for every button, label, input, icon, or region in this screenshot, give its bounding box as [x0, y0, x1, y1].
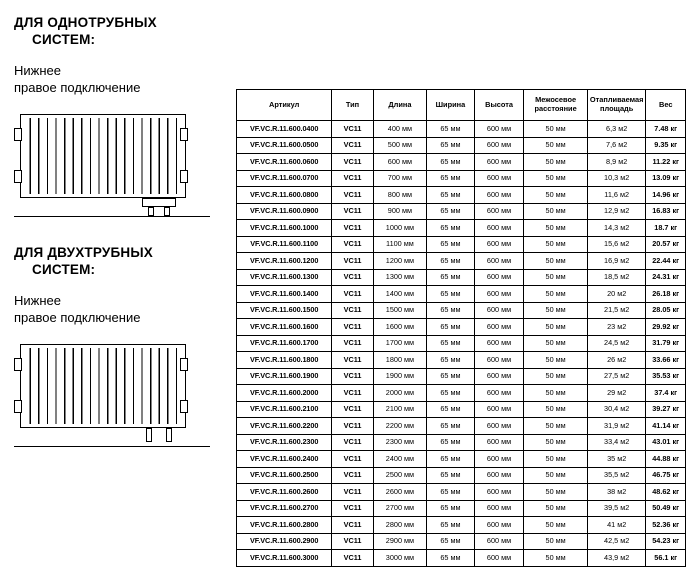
cell-length: 600 мм — [373, 154, 426, 171]
cell-weight: 54.23 кг — [646, 533, 686, 550]
cell-heated-area: 33,4 м2 — [587, 434, 646, 451]
floor-line — [14, 446, 210, 447]
cell-heated-area: 29 м2 — [587, 385, 646, 402]
one-pipe-radiator-diagram — [14, 108, 210, 228]
cell-weight: 37.4 кг — [646, 385, 686, 402]
table-row — [237, 220, 686, 237]
radiator-bracket-right-bottom — [180, 170, 188, 183]
cell-width: 65 мм — [427, 434, 475, 451]
cell-center-distance: 50 мм — [524, 121, 588, 138]
cell-weight: 26.18 кг — [646, 286, 686, 303]
cell-center-distance: 50 мм — [524, 434, 588, 451]
cell-weight: 24.31 кг — [646, 269, 686, 286]
cell-height: 600 мм — [474, 368, 524, 385]
cell-article: VF.VC.R.11.600.2100 — [237, 401, 332, 418]
cell-length: 2700 мм — [373, 500, 426, 517]
cell-weight: 43.01 кг — [646, 434, 686, 451]
cell-length: 1100 мм — [373, 236, 426, 253]
cell-width: 65 мм — [427, 236, 475, 253]
cell-weight: 35.53 кг — [646, 368, 686, 385]
cell-width: 65 мм — [427, 401, 475, 418]
table-row — [237, 418, 686, 435]
cell-heated-area: 41 м2 — [587, 517, 646, 534]
bottom-connection-plate — [142, 198, 176, 207]
cell-type: VC11 — [332, 385, 373, 402]
cell-length: 3000 мм — [373, 550, 426, 567]
cell-article: VF.VC.R.11.600.1700 — [237, 335, 332, 352]
col-header-center-distance-line2: расстояние — [534, 104, 577, 113]
cell-heated-area: 42,5 м2 — [587, 533, 646, 550]
cell-article: VF.VC.R.11.600.2300 — [237, 434, 332, 451]
cell-width: 65 мм — [427, 269, 475, 286]
table-row — [237, 187, 686, 204]
cell-article: VF.VC.R.11.600.2700 — [237, 500, 332, 517]
table-row — [237, 467, 686, 484]
cell-height: 600 мм — [474, 253, 524, 270]
cell-article: VF.VC.R.11.600.2600 — [237, 484, 332, 501]
cell-center-distance: 50 мм — [524, 253, 588, 270]
cell-center-distance: 50 мм — [524, 385, 588, 402]
cell-width: 65 мм — [427, 418, 475, 435]
cell-type: VC11 — [332, 286, 373, 303]
cell-center-distance: 50 мм — [524, 170, 588, 187]
col-header-height: Высота — [474, 90, 524, 121]
radiator-bracket-left-top — [14, 358, 22, 371]
cell-weight: 11.22 кг — [646, 154, 686, 171]
cell-article: VF.VC.R.11.600.1600 — [237, 319, 332, 336]
cell-article: VF.VC.R.11.600.1000 — [237, 220, 332, 237]
pipe-stub-right — [166, 428, 172, 442]
cell-height: 600 мм — [474, 451, 524, 468]
cell-length: 2100 мм — [373, 401, 426, 418]
cell-type: VC11 — [332, 368, 373, 385]
col-header-heated-area-line2: площадь — [600, 104, 634, 113]
cell-width: 65 мм — [427, 137, 475, 154]
table-row — [237, 550, 686, 567]
table-row — [237, 352, 686, 369]
cell-width: 65 мм — [427, 385, 475, 402]
cell-height: 600 мм — [474, 500, 524, 517]
table-row — [237, 121, 686, 138]
cell-heated-area: 14,3 м2 — [587, 220, 646, 237]
cell-center-distance: 50 мм — [524, 401, 588, 418]
cell-article: VF.VC.R.11.600.2800 — [237, 517, 332, 534]
cell-width: 65 мм — [427, 203, 475, 220]
cell-weight: 50.49 кг — [646, 500, 686, 517]
cell-width: 65 мм — [427, 484, 475, 501]
table-row — [237, 451, 686, 468]
table-row — [237, 484, 686, 501]
cell-center-distance: 50 мм — [524, 137, 588, 154]
cell-article: VF.VC.R.11.600.1300 — [237, 269, 332, 286]
cell-article: VF.VC.R.11.600.2200 — [237, 418, 332, 435]
cell-article: VF.VC.R.11.600.2000 — [237, 385, 332, 402]
cell-article: VF.VC.R.11.600.1400 — [237, 286, 332, 303]
cell-center-distance: 50 мм — [524, 335, 588, 352]
radiator-frame — [20, 344, 186, 428]
cell-length: 1800 мм — [373, 352, 426, 369]
cell-heated-area: 18,5 м2 — [587, 269, 646, 286]
cell-width: 65 мм — [427, 286, 475, 303]
cell-weight: 31.79 кг — [646, 335, 686, 352]
cell-weight: 28.05 кг — [646, 302, 686, 319]
cell-article: VF.VC.R.11.600.1100 — [237, 236, 332, 253]
cell-article: VF.VC.R.11.600.1800 — [237, 352, 332, 369]
cell-height: 600 мм — [474, 484, 524, 501]
cell-height: 600 мм — [474, 352, 524, 369]
cell-heated-area: 24,5 м2 — [587, 335, 646, 352]
one-pipe-title — [14, 14, 224, 48]
cell-width: 65 мм — [427, 550, 475, 567]
cell-type: VC11 — [332, 269, 373, 286]
cell-type: VC11 — [332, 467, 373, 484]
cell-type: VC11 — [332, 418, 373, 435]
cell-weight: 56.1 кг — [646, 550, 686, 567]
cell-type: VC11 — [332, 451, 373, 468]
cell-heated-area: 6,3 м2 — [587, 121, 646, 138]
cell-type: VC11 — [332, 352, 373, 369]
table-header-row — [237, 90, 686, 121]
cell-heated-area: 7,6 м2 — [587, 137, 646, 154]
cell-center-distance: 50 мм — [524, 187, 588, 204]
col-header-center-distance-line1: Межосевое — [535, 95, 577, 105]
cell-heated-area: 26 м2 — [587, 352, 646, 369]
cell-heated-area: 35,5 м2 — [587, 467, 646, 484]
two-pipe-title-line1: ДЛЯ ДВУХТРУБНЫХ — [14, 245, 153, 260]
cell-type: VC11 — [332, 434, 373, 451]
cell-length: 1900 мм — [373, 368, 426, 385]
cell-center-distance: 50 мм — [524, 533, 588, 550]
cell-width: 65 мм — [427, 154, 475, 171]
cell-weight: 52.36 кг — [646, 517, 686, 534]
cell-height: 600 мм — [474, 517, 524, 534]
cell-height: 600 мм — [474, 401, 524, 418]
cell-weight: 48.62 кг — [646, 484, 686, 501]
cell-type: VC11 — [332, 253, 373, 270]
two-pipe-subtitle-line1: Нижнее — [14, 293, 61, 308]
cell-heated-area: 12,9 м2 — [587, 203, 646, 220]
cell-center-distance: 50 мм — [524, 286, 588, 303]
radiator-bracket-left-top — [14, 128, 22, 141]
cell-length: 1600 мм — [373, 319, 426, 336]
col-header-center-distance — [524, 90, 588, 121]
cell-width: 65 мм — [427, 253, 475, 270]
cell-length: 900 мм — [373, 203, 426, 220]
cell-article: VF.VC.R.11.600.0800 — [237, 187, 332, 204]
table-head — [237, 90, 686, 121]
pipe-stub-left — [148, 207, 154, 216]
cell-length: 2900 мм — [373, 533, 426, 550]
cell-heated-area: 21,5 м2 — [587, 302, 646, 319]
cell-type: VC11 — [332, 484, 373, 501]
cell-length: 2300 мм — [373, 434, 426, 451]
cell-article: VF.VC.R.11.600.1900 — [237, 368, 332, 385]
cell-width: 65 мм — [427, 352, 475, 369]
cell-type: VC11 — [332, 236, 373, 253]
cell-height: 600 мм — [474, 203, 524, 220]
cell-width: 65 мм — [427, 187, 475, 204]
cell-center-distance: 50 мм — [524, 484, 588, 501]
specification-table — [236, 89, 686, 567]
cell-type: VC11 — [332, 500, 373, 517]
cell-article: VF.VC.R.11.600.1200 — [237, 253, 332, 270]
cell-weight: 39.27 кг — [646, 401, 686, 418]
cell-length: 2500 мм — [373, 467, 426, 484]
cell-type: VC11 — [332, 335, 373, 352]
cell-article: VF.VC.R.11.600.2500 — [237, 467, 332, 484]
cell-height: 600 мм — [474, 154, 524, 171]
cell-height: 600 мм — [474, 286, 524, 303]
cell-center-distance: 50 мм — [524, 517, 588, 534]
cell-type: VC11 — [332, 170, 373, 187]
cell-length: 2200 мм — [373, 418, 426, 435]
cell-height: 600 мм — [474, 550, 524, 567]
cell-width: 65 мм — [427, 451, 475, 468]
cell-width: 65 мм — [427, 500, 475, 517]
cell-center-distance: 50 мм — [524, 269, 588, 286]
one-pipe-subtitle — [14, 62, 224, 96]
cell-length: 1000 мм — [373, 220, 426, 237]
cell-length: 1400 мм — [373, 286, 426, 303]
table-row — [237, 319, 686, 336]
cell-type: VC11 — [332, 533, 373, 550]
col-header-heated-area — [587, 90, 646, 121]
cell-weight: 16.83 кг — [646, 203, 686, 220]
cell-height: 600 мм — [474, 220, 524, 237]
cell-center-distance: 50 мм — [524, 220, 588, 237]
cell-length: 1300 мм — [373, 269, 426, 286]
one-pipe-subtitle-line2: правое подключение — [14, 80, 141, 95]
one-pipe-section — [14, 14, 224, 228]
cell-length: 800 мм — [373, 187, 426, 204]
cell-length: 2000 мм — [373, 385, 426, 402]
one-pipe-title-line1: ДЛЯ ОДНОТРУБНЫХ — [14, 15, 157, 30]
cell-length: 1700 мм — [373, 335, 426, 352]
cell-type: VC11 — [332, 203, 373, 220]
cell-article: VF.VC.R.11.600.2900 — [237, 533, 332, 550]
cell-weight: 41.14 кг — [646, 418, 686, 435]
radiator-bracket-right-top — [180, 128, 188, 141]
cell-heated-area: 39,5 м2 — [587, 500, 646, 517]
table-row — [237, 286, 686, 303]
two-pipe-title-line2: СИСТЕМ: — [32, 262, 96, 277]
cell-heated-area: 35 м2 — [587, 451, 646, 468]
table-row — [237, 385, 686, 402]
cell-height: 600 мм — [474, 170, 524, 187]
cell-heated-area: 38 м2 — [587, 484, 646, 501]
table-row — [237, 253, 686, 270]
cell-heated-area: 10,3 м2 — [587, 170, 646, 187]
cell-center-distance: 50 мм — [524, 154, 588, 171]
cell-center-distance: 50 мм — [524, 319, 588, 336]
radiator-frame — [20, 114, 186, 198]
table-row — [237, 517, 686, 534]
cell-weight: 18.7 кг — [646, 220, 686, 237]
col-header-article: Артикул — [237, 90, 332, 121]
cell-length: 1500 мм — [373, 302, 426, 319]
cell-type: VC11 — [332, 517, 373, 534]
cell-heated-area: 27,5 м2 — [587, 368, 646, 385]
two-pipe-subtitle — [14, 292, 224, 326]
cell-heated-area: 16,9 м2 — [587, 253, 646, 270]
cell-width: 65 мм — [427, 368, 475, 385]
cell-article: VF.VC.R.11.600.1500 — [237, 302, 332, 319]
cell-heated-area: 11,6 м2 — [587, 187, 646, 204]
cell-article: VF.VC.R.11.600.0600 — [237, 154, 332, 171]
table-row — [237, 401, 686, 418]
table-row — [237, 170, 686, 187]
table-row — [237, 203, 686, 220]
cell-article: VF.VC.R.11.600.0900 — [237, 203, 332, 220]
radiator-bracket-right-bottom — [180, 400, 188, 413]
cell-weight: 33.66 кг — [646, 352, 686, 369]
cell-width: 65 мм — [427, 467, 475, 484]
cell-height: 600 мм — [474, 137, 524, 154]
cell-length: 400 мм — [373, 121, 426, 138]
table-row — [237, 302, 686, 319]
cell-height: 600 мм — [474, 236, 524, 253]
cell-weight: 14.96 кг — [646, 187, 686, 204]
table-body — [237, 121, 686, 567]
cell-type: VC11 — [332, 401, 373, 418]
col-header-length: Длина — [373, 90, 426, 121]
cell-center-distance: 50 мм — [524, 418, 588, 435]
cell-type: VC11 — [332, 550, 373, 567]
cell-height: 600 мм — [474, 533, 524, 550]
cell-width: 65 мм — [427, 121, 475, 138]
cell-height: 600 мм — [474, 434, 524, 451]
cell-width: 65 мм — [427, 220, 475, 237]
cell-type: VC11 — [332, 220, 373, 237]
cell-center-distance: 50 мм — [524, 550, 588, 567]
table-row — [237, 500, 686, 517]
table-row — [237, 269, 686, 286]
cell-weight: 13.09 кг — [646, 170, 686, 187]
cell-heated-area: 23 м2 — [587, 319, 646, 336]
cell-type: VC11 — [332, 302, 373, 319]
cell-center-distance: 50 мм — [524, 302, 588, 319]
radiator-bracket-right-top — [180, 358, 188, 371]
cell-center-distance: 50 мм — [524, 467, 588, 484]
table-row — [237, 236, 686, 253]
col-header-type: Тип — [332, 90, 373, 121]
two-pipe-section — [14, 244, 224, 458]
cell-height: 600 мм — [474, 418, 524, 435]
cell-height: 600 мм — [474, 121, 524, 138]
cell-type: VC11 — [332, 154, 373, 171]
cell-article: VF.VC.R.11.600.3000 — [237, 550, 332, 567]
two-pipe-subtitle-line2: правое подключение — [14, 310, 141, 325]
cell-width: 65 мм — [427, 170, 475, 187]
radiator-bracket-left-bottom — [14, 170, 22, 183]
col-header-weight: Вес — [646, 90, 686, 121]
col-header-width: Ширина — [427, 90, 475, 121]
cell-type: VC11 — [332, 187, 373, 204]
table-row — [237, 368, 686, 385]
cell-heated-area: 15,6 м2 — [587, 236, 646, 253]
cell-length: 1200 мм — [373, 253, 426, 270]
cell-height: 600 мм — [474, 335, 524, 352]
two-pipe-radiator-diagram — [14, 338, 210, 458]
cell-center-distance: 50 мм — [524, 203, 588, 220]
table-row — [237, 154, 686, 171]
table-row — [237, 137, 686, 154]
cell-width: 65 мм — [427, 517, 475, 534]
cell-length: 2600 мм — [373, 484, 426, 501]
cell-length: 700 мм — [373, 170, 426, 187]
cell-weight: 22.44 кг — [646, 253, 686, 270]
specification-table-wrapper — [236, 89, 686, 567]
cell-height: 600 мм — [474, 269, 524, 286]
cell-article: VF.VC.R.11.600.2400 — [237, 451, 332, 468]
cell-weight: 9.35 кг — [646, 137, 686, 154]
cell-height: 600 мм — [474, 385, 524, 402]
cell-heated-area: 20 м2 — [587, 286, 646, 303]
pipe-stub-right — [164, 207, 170, 216]
cell-center-distance: 50 мм — [524, 451, 588, 468]
cell-article: VF.VC.R.11.600.0500 — [237, 137, 332, 154]
cell-center-distance: 50 мм — [524, 500, 588, 517]
cell-heated-area: 43,9 м2 — [587, 550, 646, 567]
table-row — [237, 533, 686, 550]
one-pipe-subtitle-line1: Нижнее — [14, 63, 61, 78]
one-pipe-title-line2: СИСТЕМ: — [32, 32, 96, 47]
cell-width: 65 мм — [427, 533, 475, 550]
cell-width: 65 мм — [427, 319, 475, 336]
floor-line — [14, 216, 210, 217]
cell-height: 600 мм — [474, 319, 524, 336]
table-row — [237, 335, 686, 352]
cell-center-distance: 50 мм — [524, 352, 588, 369]
cell-height: 600 мм — [474, 467, 524, 484]
cell-type: VC11 — [332, 137, 373, 154]
pipe-stub-left — [146, 428, 152, 442]
cell-height: 600 мм — [474, 187, 524, 204]
table-row — [237, 434, 686, 451]
cell-weight: 44.88 кг — [646, 451, 686, 468]
cell-weight: 46.75 кг — [646, 467, 686, 484]
col-header-heated-area-line1: Отапливаемая — [589, 95, 644, 105]
radiator-bracket-left-bottom — [14, 400, 22, 413]
cell-weight: 29.92 кг — [646, 319, 686, 336]
cell-length: 2400 мм — [373, 451, 426, 468]
cell-article: VF.VC.R.11.600.0400 — [237, 121, 332, 138]
cell-article: VF.VC.R.11.600.0700 — [237, 170, 332, 187]
cell-weight: 7.48 кг — [646, 121, 686, 138]
cell-type: VC11 — [332, 319, 373, 336]
cell-width: 65 мм — [427, 335, 475, 352]
cell-length: 500 мм — [373, 137, 426, 154]
cell-type: VC11 — [332, 121, 373, 138]
cell-width: 65 мм — [427, 302, 475, 319]
cell-center-distance: 50 мм — [524, 368, 588, 385]
cell-heated-area: 31,9 м2 — [587, 418, 646, 435]
cell-heated-area: 8,9 м2 — [587, 154, 646, 171]
cell-height: 600 мм — [474, 302, 524, 319]
cell-center-distance: 50 мм — [524, 236, 588, 253]
cell-length: 2800 мм — [373, 517, 426, 534]
cell-heated-area: 30,4 м2 — [587, 401, 646, 418]
left-column — [14, 14, 224, 458]
two-pipe-title — [14, 244, 224, 278]
cell-weight: 20.57 кг — [646, 236, 686, 253]
